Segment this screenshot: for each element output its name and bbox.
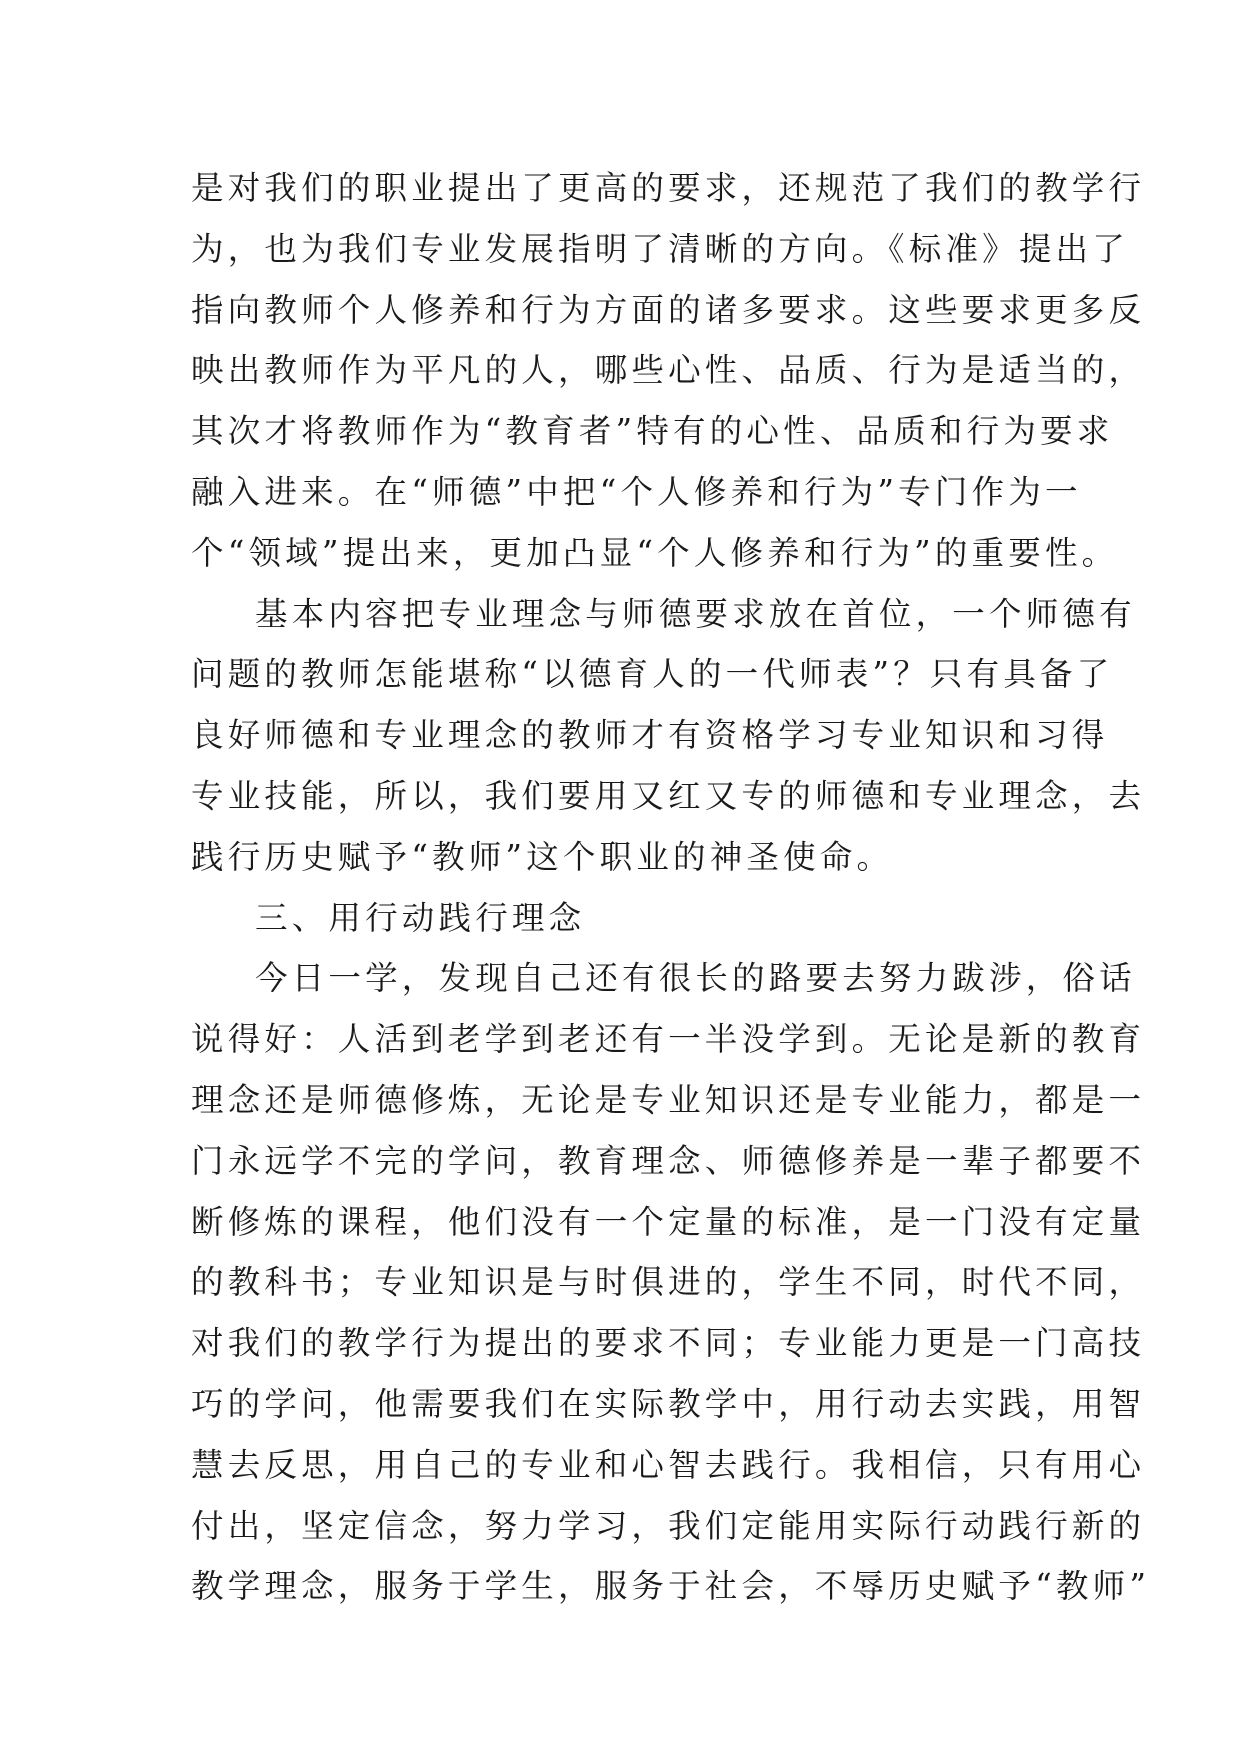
text-line-14: 今日一学，发现自己还有很长的路要去努力跋涉，俗话: [255, 959, 1136, 998]
text-line-4: 映出教师作为平凡的人，哪些心性、品质、行为是适当的，: [191, 351, 1146, 390]
section-heading: 三、用行动践行理念: [255, 898, 586, 937]
text-line-24: 教学理念，服务于学生，服务于社会，不辱历史赋予“教师”: [191, 1567, 1151, 1606]
text-line-7: 个“领域”提出来，更加凸显“个人修养和行为”的重要性。: [191, 533, 1119, 572]
text-line-6: 融入进来。在“师德”中把“个人修养和行为”专门作为一: [191, 472, 1082, 511]
text-line-10: 良好师德和专业理念的教师才有资格学习专业知识和习得: [191, 716, 1109, 755]
text-line-11: 专业技能，所以，我们要用又红又专的师德和专业理念，去: [191, 776, 1146, 815]
text-line-1: 是对我们的职业提出了更高的要求，还规范了我们的教学行: [191, 169, 1146, 207]
text-line-21: 巧的学问，他需要我们在实际教学中，用行动去实践，用智: [191, 1384, 1146, 1423]
text-line-23: 付出，坚定信念，努力学习，我们定能用实际行动践行新的: [191, 1506, 1146, 1545]
text-line-5: 其次才将教师作为“教育者”特有的心性、品质和行为要求: [191, 412, 1114, 451]
text-line-18: 断修炼的课程，他们没有一个定量的标准，是一门没有定量: [191, 1202, 1146, 1241]
document-body: [191, 158, 1151, 1617]
text-line-17: 门永远学不完的学问，教育理念、师德修养是一辈子都要不: [191, 1141, 1146, 1180]
text-line-9: 问题的教师怎能堪称“以德育人的一代师表”？只有具备了: [191, 655, 1114, 694]
text-line-22: 慧去反思，用自己的专业和心智去践行。我相信，只有用心: [191, 1445, 1146, 1484]
text-line-20: 对我们的教学行为提出的要求不同；专业能力更是一门高技: [191, 1324, 1146, 1363]
text-line-12: 践行历史赋予“教师”这个职业的神圣使命。: [191, 837, 894, 876]
text-line-16: 理念还是师德修炼，无论是专业知识还是专业能力，都是一: [191, 1080, 1146, 1119]
text-line-15: 说得好：人活到老学到老还有一半没学到。无论是新的教育: [191, 1020, 1146, 1059]
text-line-2: 为，也为我们专业发展指明了清晰的方向。《标准》提出了: [191, 229, 1129, 268]
text-line-19: 的教科书；专业知识是与时俱进的，学生不同，时代不同，: [191, 1263, 1146, 1302]
text-line-8: 基本内容把专业理念与师德要求放在首位，一个师德有: [255, 594, 1136, 633]
text-line-3: 指向教师个人修养和行为方面的诸多要求。这些要求更多反: [191, 290, 1146, 329]
